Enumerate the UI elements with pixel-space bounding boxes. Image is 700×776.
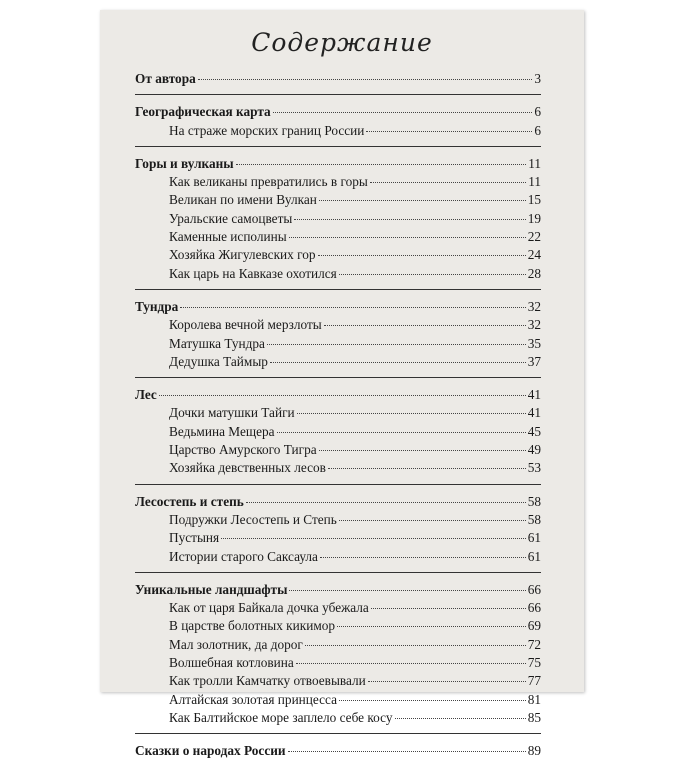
toc-section-heading <box>135 299 541 317</box>
toc-entry <box>135 211 541 229</box>
toc-entry <box>135 266 541 284</box>
toc-section-heading <box>135 156 541 174</box>
toc-entry-label: Как великаны превратились в горы <box>169 174 368 190</box>
toc-section-heading-label: Уникальные ландшафты <box>135 581 288 597</box>
toc-section <box>135 494 541 573</box>
dot-leader <box>320 557 526 558</box>
toc-entry-page-number: 19 <box>527 210 541 226</box>
toc-entry-label: Как от царя Байкала дочка убежала <box>169 600 369 616</box>
dot-leader <box>277 432 526 433</box>
toc-entry-page-number: 75 <box>527 655 541 671</box>
toc-entry-label: Подружки Лесостепь и Степь <box>169 511 337 527</box>
toc-entry <box>135 123 541 141</box>
toc-entry <box>135 405 541 423</box>
dot-leader <box>297 413 526 414</box>
toc-entry-label: Как тролли Камчатку отвоевывали <box>169 673 366 689</box>
dot-leader <box>159 395 526 396</box>
toc-entry-page-number: 61 <box>527 548 541 564</box>
toc-section <box>135 71 541 95</box>
dot-leader <box>180 307 525 308</box>
dot-leader <box>368 681 526 682</box>
toc-section-heading <box>135 582 541 600</box>
toc-entry <box>135 600 541 618</box>
toc-entry-label: Королева вечной мерзлоты <box>169 317 322 333</box>
dot-leader <box>305 645 526 646</box>
toc-entry-page-number: 11 <box>528 174 541 190</box>
toc-section-heading-page-number: 3 <box>534 71 541 86</box>
dot-leader <box>319 200 526 201</box>
toc-entry <box>135 174 541 192</box>
toc-section-heading-page-number: 89 <box>527 743 541 759</box>
dot-leader <box>324 325 526 326</box>
toc-section-heading-page-number: 32 <box>527 298 541 314</box>
toc-entry-label: Дочки матушки Тайги <box>169 405 295 421</box>
toc-entry-page-number: 35 <box>527 335 541 351</box>
toc-section-heading-label: Сказки о народах России <box>135 743 286 759</box>
toc-entry <box>135 673 541 691</box>
dot-leader <box>273 112 533 113</box>
dot-leader <box>267 344 526 345</box>
toc-entry-page-number: 6 <box>534 122 541 138</box>
toc-section-heading <box>135 494 541 512</box>
toc-section-heading <box>135 743 541 761</box>
toc-entry-page-number: 15 <box>527 192 541 208</box>
dot-leader <box>370 182 526 183</box>
toc-section <box>135 743 541 766</box>
toc-entry <box>135 192 541 210</box>
toc-entry <box>135 530 541 548</box>
toc-entry-label: Волшебная котловина <box>169 655 294 671</box>
toc-entry-label: Дедушка Таймыр <box>169 353 268 369</box>
toc-section-heading-page-number: 41 <box>527 387 541 403</box>
toc-entry-label: Царство Амурского Тигра <box>169 442 317 458</box>
toc-entry-label: Матушка Тундра <box>169 335 265 351</box>
toc-entry <box>135 229 541 247</box>
toc-entry-page-number: 41 <box>527 405 541 421</box>
dot-leader <box>339 274 526 275</box>
toc-section-heading <box>135 104 541 122</box>
dot-leader <box>289 237 526 238</box>
toc-entry <box>135 247 541 265</box>
toc-section <box>135 387 541 484</box>
toc-entry-label: Как Балтийское море заплело себе косу <box>169 709 393 725</box>
toc-entry-label: Хозяйка Жигулевских гор <box>169 247 316 263</box>
toc-entry-page-number: 77 <box>527 673 541 689</box>
dot-leader <box>339 520 526 521</box>
toc-entry-page-number: 53 <box>527 460 541 476</box>
toc-entry-label: Истории старого Саксаула <box>169 548 318 564</box>
dot-leader <box>296 663 526 664</box>
toc-entry-page-number: 58 <box>527 511 541 527</box>
toc-entry-label: Хозяйка девственных лесов <box>169 460 326 476</box>
toc-entry-label: Уральские самоцветы <box>169 210 293 226</box>
toc-entry <box>135 460 541 478</box>
dot-leader <box>319 450 526 451</box>
toc-section-heading <box>135 387 541 405</box>
toc-entry-page-number: 81 <box>527 691 541 707</box>
toc-section-heading-label: Лес <box>135 387 157 403</box>
toc-section-heading-page-number: 58 <box>527 493 541 509</box>
toc-entry <box>135 692 541 710</box>
toc-entry <box>135 442 541 460</box>
toc-entry-label: Великан по имени Вулкан <box>169 192 317 208</box>
toc-section-heading-label: Тундра <box>135 298 179 314</box>
toc-entry-page-number: 45 <box>527 423 541 439</box>
toc-entry-page-number: 37 <box>527 353 541 369</box>
toc-entry <box>135 354 541 372</box>
dot-leader <box>198 79 533 80</box>
toc-entry <box>135 618 541 636</box>
dot-leader <box>337 626 526 627</box>
toc-entry-label: Пустыня <box>169 530 220 546</box>
toc-entry-page-number: 61 <box>527 530 541 546</box>
toc-entry-page-number: 69 <box>527 618 541 634</box>
toc-section-heading-page-number: 66 <box>527 581 541 597</box>
toc-entry-page-number: 24 <box>527 247 541 263</box>
toc-entry <box>135 317 541 335</box>
toc-section <box>135 156 541 290</box>
dot-leader <box>289 590 525 591</box>
dot-leader <box>246 502 526 503</box>
dot-leader <box>221 538 526 539</box>
table-of-contents <box>135 71 541 776</box>
dot-leader <box>366 131 532 132</box>
toc-section-heading-label: От автора <box>135 71 196 86</box>
dot-leader <box>288 751 526 752</box>
toc-entry-label: Алтайская золотая принцесса <box>169 691 338 707</box>
dot-leader <box>371 608 526 609</box>
toc-entry <box>135 336 541 354</box>
dot-leader <box>294 219 525 220</box>
toc-section-heading <box>135 71 541 89</box>
toc-entry <box>135 549 541 567</box>
toc-entry-page-number: 28 <box>527 265 541 281</box>
toc-entry-page-number: 49 <box>527 442 541 458</box>
dot-leader <box>270 362 526 363</box>
dot-leader <box>328 468 526 469</box>
toc-section-heading-label: Горы и вулканы <box>135 155 234 171</box>
toc-section-heading-label: Географическая карта <box>135 104 271 120</box>
toc-section-heading-page-number: 6 <box>534 104 541 120</box>
toc-entry-page-number: 66 <box>527 600 541 616</box>
dot-leader <box>236 164 527 165</box>
toc-entry-page-number: 22 <box>527 229 541 245</box>
toc-entry <box>135 424 541 442</box>
toc-entry-label: Мал золотник, да дорог <box>169 636 303 652</box>
toc-section <box>135 104 541 147</box>
dot-leader <box>318 255 526 256</box>
toc-entry-label: В царстве болотных кикимор <box>169 618 336 634</box>
toc-entry-label: Каменные исполины <box>169 229 287 245</box>
toc-entry-label: Ведьмина Мещера <box>169 423 275 439</box>
toc-entry-page-number: 72 <box>527 636 541 652</box>
toc-section-heading-label: Лесостепь и степь <box>135 493 244 509</box>
toc-section <box>135 299 541 378</box>
page-title: Содержание <box>251 28 433 57</box>
dot-leader <box>395 718 526 719</box>
toc-entry-label: Как царь на Кавказе охотился <box>169 265 337 281</box>
toc-entry <box>135 637 541 655</box>
toc-section-heading-page-number: 11 <box>528 155 541 171</box>
toc-section <box>135 582 541 734</box>
toc-entry <box>135 655 541 673</box>
toc-entry <box>135 710 541 728</box>
toc-entry-page-number: 85 <box>527 709 541 725</box>
toc-entry-label: На страже морских границ России <box>169 122 365 138</box>
toc-entry <box>135 512 541 530</box>
toc-entry-page-number: 32 <box>527 317 541 333</box>
